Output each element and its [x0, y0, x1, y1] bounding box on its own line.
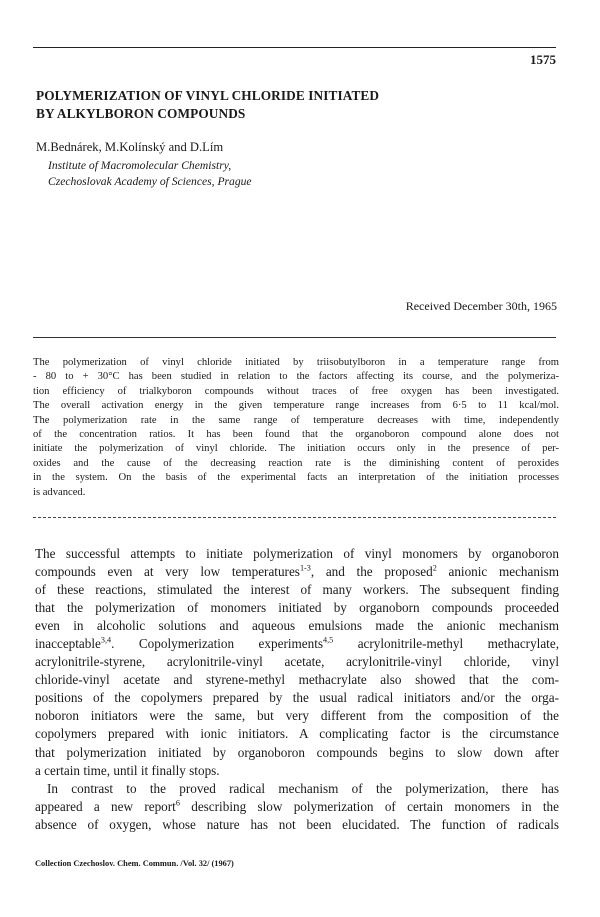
body-line: absence of oxygen, whose nature has not been elucidated. The function of radicals	[35, 816, 559, 832]
article-title	[36, 87, 536, 123]
body-text	[35, 545, 559, 834]
affiliation-line: Institute of Macromolecular Chemistry,	[48, 159, 232, 172]
body-text-fragment: appeared a new report	[35, 798, 176, 814]
abstract-top-rule	[33, 337, 556, 338]
abstract-line: in the system. On the basis of the experimental facts an interpretation of the initiation processes	[33, 472, 559, 484]
abstract-line: - 80 to + 30°C has been studied in relation to the factors affecting its course, and the polymeriza-	[33, 371, 559, 383]
body-line: copolymers prepared with ionic initiators. A complicating factor is the circumstance	[35, 726, 559, 742]
body-text-fragment: . Copolymerization experiments	[111, 636, 324, 652]
affiliation-line: Czechoslovak Academy of Sciences, Prague	[48, 175, 252, 188]
abstract-bottom-rule	[33, 517, 556, 518]
citation-superscript: 3,4	[100, 635, 112, 645]
affiliation	[48, 158, 252, 190]
abstract-line: The overall activation energy in the given temperature range increases from 6·5 to 11 kcal/mol.	[33, 400, 559, 412]
body-line: even in alcoholic solutions and aqueous emulsions made the anionic mechanism	[35, 618, 559, 634]
abstract-line: is advanced.	[33, 486, 86, 498]
body-line	[35, 798, 559, 816]
title-line: BY ALKYLBORON COMPOUNDS	[36, 106, 246, 121]
title-line: POLYMERIZATION OF VINYL CHLORIDE INITIATED	[36, 88, 380, 103]
body-text-fragment: inacceptable	[35, 636, 101, 652]
body-line: of these reactions, stimulated the interest of many workers. The subsequent finding	[35, 582, 559, 598]
body-text-fragment: acrylonitrile-methyl methacrylate,	[333, 636, 559, 652]
body-line: positions of the copolymers prepared by the usual radical initiators and/or the orga-	[35, 690, 559, 706]
body-text-fragment: describing slow polymerization of certain monomers in the	[179, 798, 559, 814]
body-line: chloride-vinyl acetate and styrene-methyl methacrylate also showed that the com-	[35, 672, 559, 688]
citation-superscript: 2	[432, 563, 437, 573]
citation-superscript: 1-3	[299, 563, 311, 573]
abstract-line: The polymerization of vinyl chloride initiated by triisobutylboron in a temperature range from	[33, 357, 559, 368]
citation-superscript: 6	[175, 798, 180, 808]
abstract-line: The polymerization rate in the same range of temperature decreases with time, independently	[33, 414, 559, 426]
abstract-line: of the concentration ratios. It has been found that the organoboron compound alone does not	[33, 429, 559, 441]
abstract-line: initiate the polymerization of vinyl chloride. The initiation occurs only in the presence of per-	[33, 443, 559, 455]
body-line: that the polymerization of monomers initiated by organoborn compounds proceeded	[35, 600, 559, 616]
body-line: a certain time, until it finally stops.	[35, 762, 220, 778]
body-line: The successful attempts to initiate polymerization of vinyl monomers by organoboron	[35, 546, 559, 561]
body-line: acrylonitrile-styrene, acrylonitrile-vinyl acetate, acrylonitrile-vinyl chloride, vinyl	[35, 654, 559, 670]
body-text-fragment: anionic mechanism	[436, 564, 560, 580]
body-text-fragment: compounds even at very low temperatures	[35, 564, 300, 580]
citation-superscript: 4,5	[323, 635, 334, 645]
header-rule	[33, 47, 556, 48]
abstract	[33, 356, 559, 500]
body-line	[35, 563, 559, 581]
page-number: 1575	[530, 52, 556, 67]
body-line: that polymerization initiated by organoboron compounds begins to slow down after	[35, 744, 559, 760]
body-line	[35, 635, 559, 653]
body-line: In contrast to the proved radical mechanism of the polymerization, there has	[47, 780, 559, 796]
abstract-line: tion efficiency of trialkyboron compounds without traces of free oxygen has been investigated.	[33, 385, 559, 397]
author-list: M.Bednárek, M.Kolínský and D.Lím	[36, 140, 224, 154]
body-line: noboron initiators were the same, but very different from the composition of the	[35, 708, 559, 724]
abstract-line: oxides and the cause of the decreasing reaction rate is the diminishing content of peroxides	[33, 457, 559, 469]
received-date: Received December 30th, 1965	[405, 299, 557, 313]
journal-footer: Collection Czechoslov. Chem. Commun. /Vol. 32/ (1967)	[35, 859, 234, 868]
body-text-fragment: , and the proposed	[310, 564, 433, 580]
